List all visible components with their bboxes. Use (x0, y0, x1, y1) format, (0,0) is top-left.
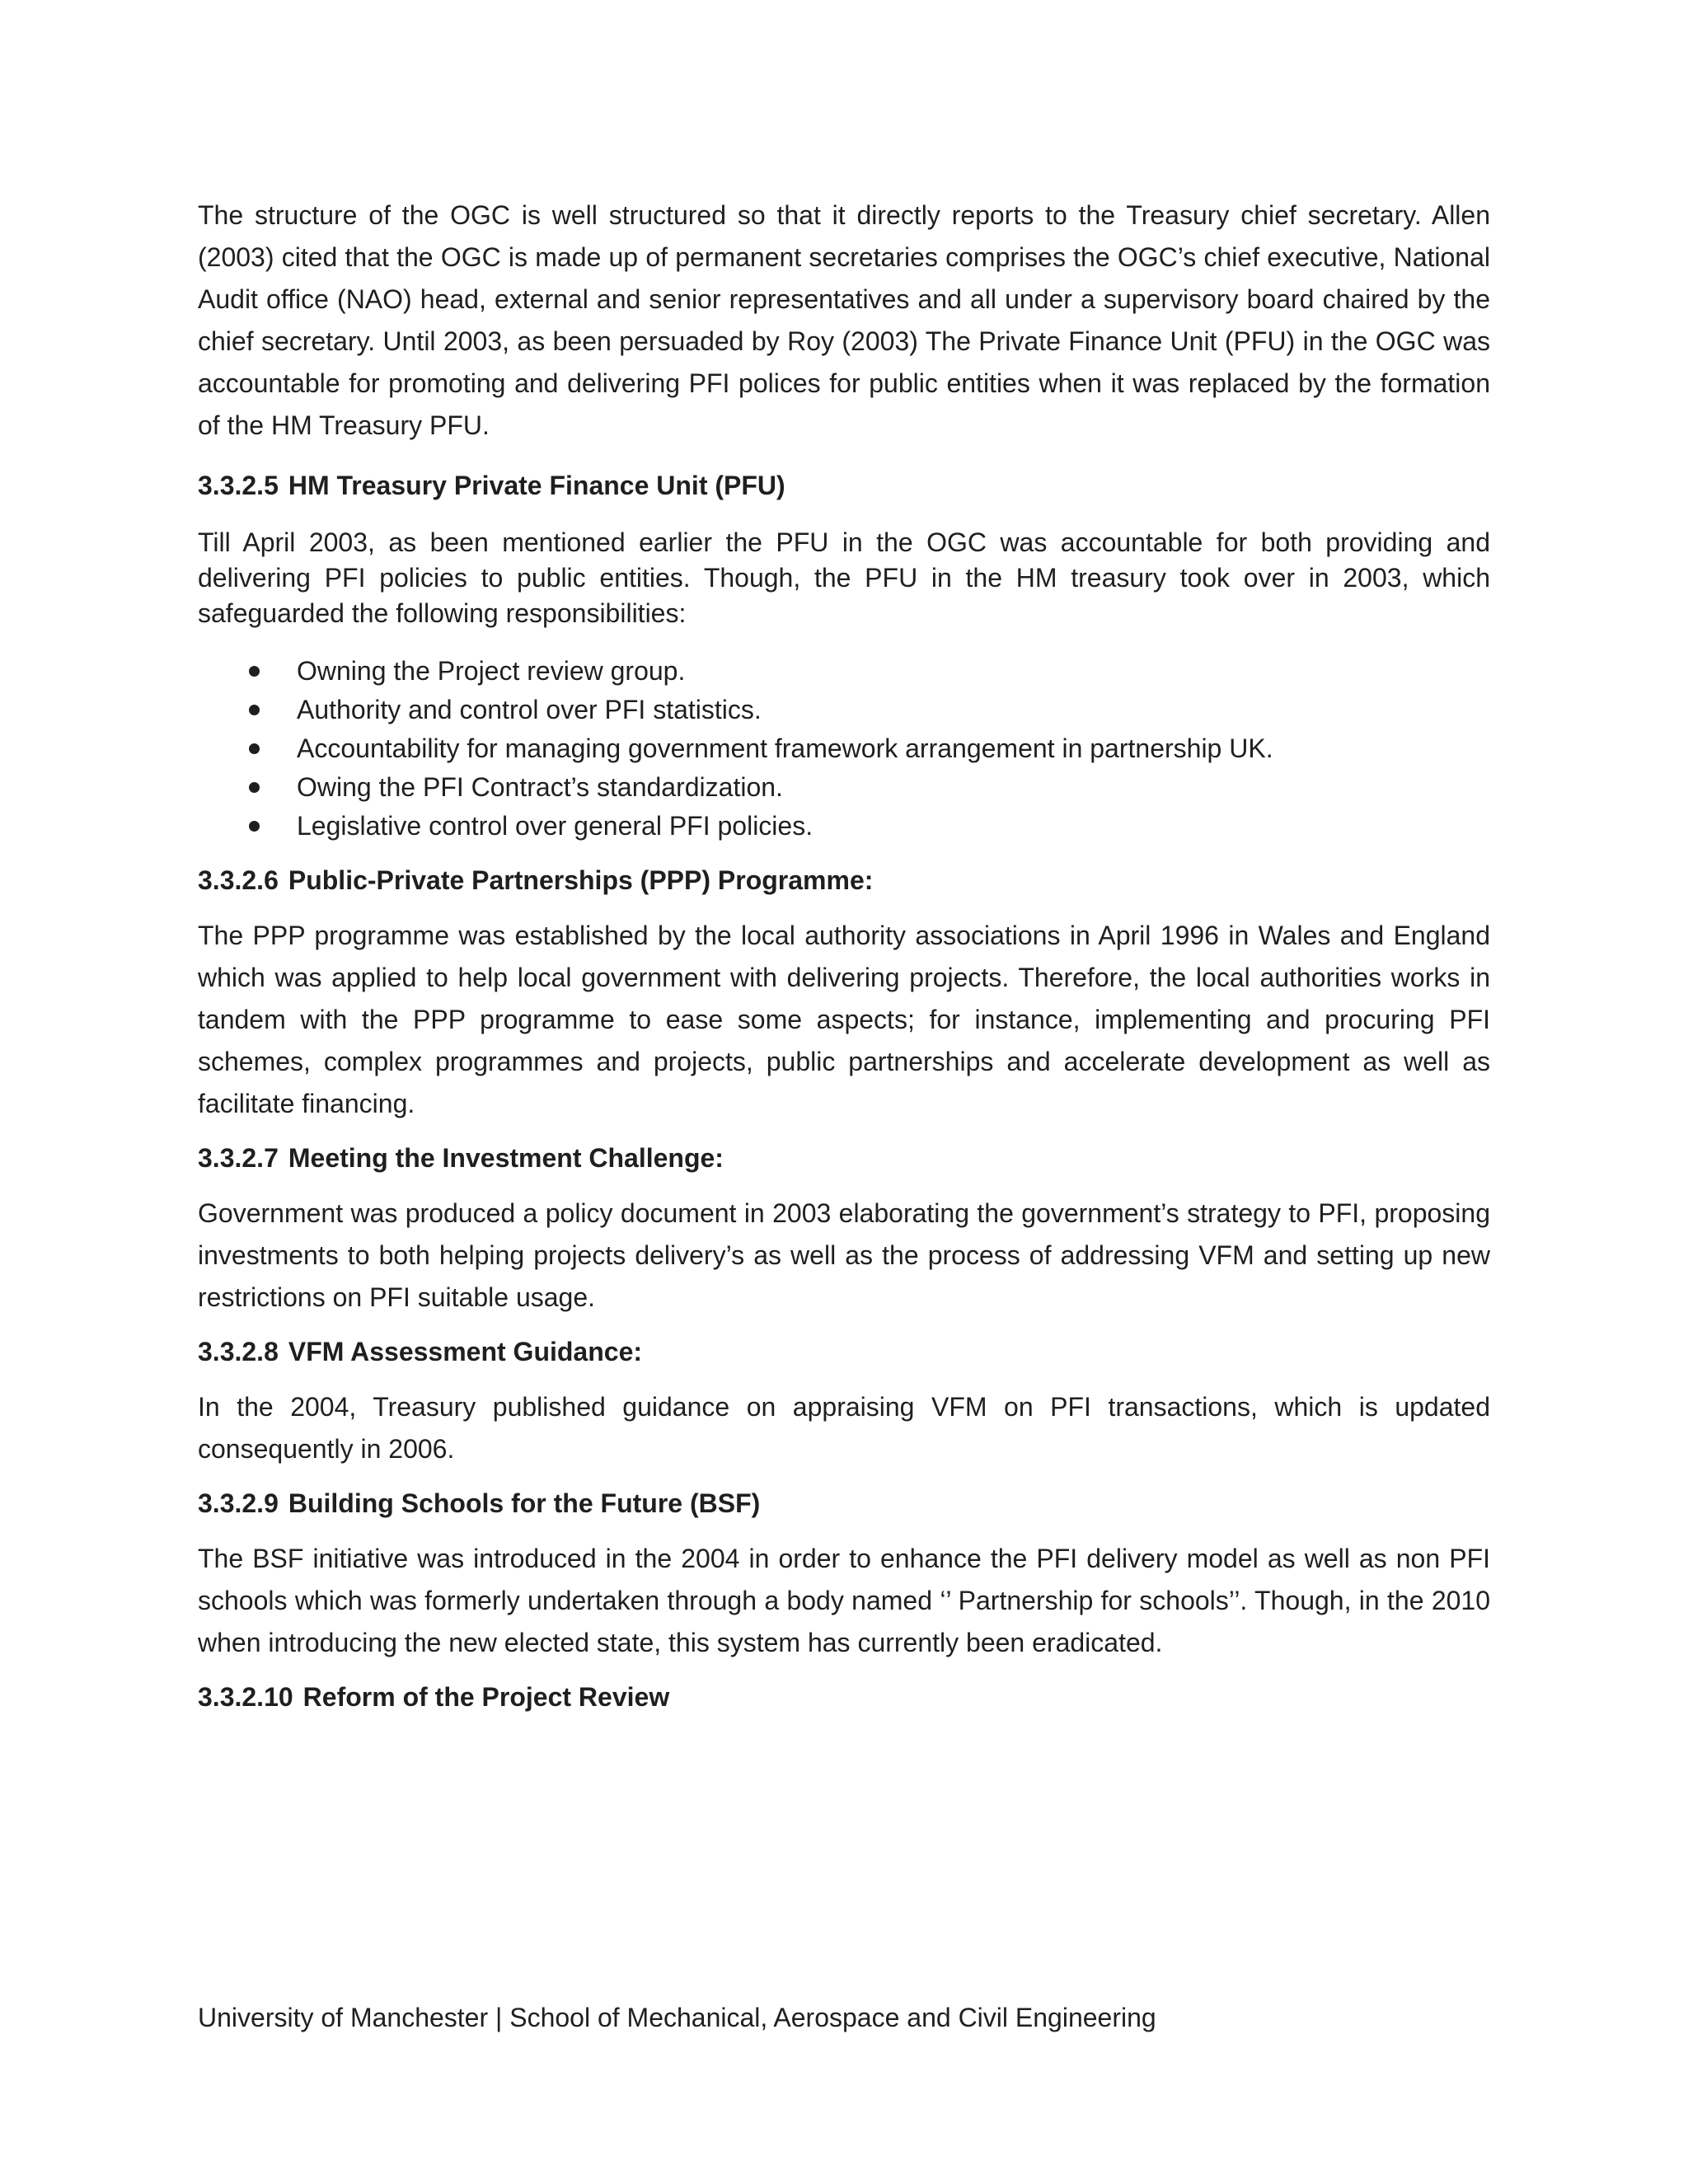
page-footer: University of Manchester | School of Mechanical, Aerospace and Civil Engineering (198, 2003, 1156, 2032)
section-heading-3-3-2-5 (198, 469, 1490, 502)
bullet-icon (249, 821, 260, 832)
section-number: 3.3.2.7 (198, 1143, 279, 1173)
section-number: 3.3.2.5 (198, 471, 279, 500)
bullet-icon (249, 705, 260, 715)
list-item: Accountability for managing government framework arrangement in partnership UK. (198, 729, 1490, 768)
list-item: Owing the PFI Contract’s standardization. (198, 768, 1490, 807)
section-title: Public-Private Partnerships (PPP) Programme: (288, 865, 874, 895)
section-number: 3.3.2.9 (198, 1488, 279, 1518)
list-item: Owning the Project review group. (198, 652, 1490, 691)
section-title: VFM Assessment Guidance: (288, 1337, 643, 1366)
list-item: Authority and control over PFI statistics. (198, 691, 1490, 729)
section-heading-3-3-2-6 (198, 864, 1490, 897)
section-title: Building Schools for the Future (BSF) (288, 1488, 761, 1518)
section-title: Reform of the Project Review (302, 1682, 670, 1712)
section-number: 3.3.2.8 (198, 1337, 279, 1366)
section-heading-3-3-2-9 (198, 1487, 1490, 1520)
bullet-icon (249, 743, 260, 754)
section-paragraph-investment: Government was produced a policy document in 2003 elaborating the government’s strategy to PFI, proposing investments to both helping projects delivery’s as well as the process of addressing VFM and setting up new restrictions on PFI suitable usage. (198, 1198, 1490, 1312)
section-heading-3-3-2-7 (198, 1141, 1490, 1174)
section-number: 3.3.2.6 (198, 865, 279, 895)
section-paragraph-vfm: In the 2004, Treasury published guidance on appraising VFM on PFI transactions, which is updated consequently in 2006. (198, 1392, 1490, 1464)
intro-paragraph: The structure of the OGC is well structured so that it directly reports to the Treasury chief secretary. Allen (2003) cited that the OGC is made up of permanent secretaries comprises the OGC’s chief executive, National Audit office (NAO) head, external and senior representatives and all under a supervisory board chaired by the chief secretary. Until 2003, as been persuaded by Roy (2003) The Private Finance Unit (PFU) in the OGC was accountable for promoting and delivering PFI polices for public entities when it was replaced by the formation of the HM Treasury PFU. (198, 200, 1490, 440)
bullet-icon (249, 666, 260, 677)
section-paragraph-bsf: The BSF initiative was introduced in the 2004 in order to enhance the PFI delivery model as well as non PFI schools which was formerly undertaken through a body named ‘’ Partnership for schools’’. Though, in the 2010 when introducing the new elected state, this system has currently been eradicated. (198, 1544, 1490, 1657)
section-number: 3.3.2.10 (198, 1682, 293, 1712)
section-heading-3-3-2-8 (198, 1335, 1490, 1368)
section-title: Meeting the Investment Challenge: (288, 1143, 724, 1173)
document-page (198, 194, 1490, 1713)
responsibilities-list (198, 652, 1490, 846)
bullet-icon (249, 782, 260, 793)
section-heading-3-3-2-10 (198, 1680, 1490, 1713)
section-paragraph-pfu: Till April 2003, as been mentioned earlier the PFU in the OGC was accountable for both providing and delivering PFI policies to public entities. Though, the PFU in the HM treasury took over in 2003, which safeguarded the following responsibilities: (198, 527, 1490, 628)
section-paragraph-ppp: The PPP programme was established by the local authority associations in April 1996 in Wales and England which was applied to help local government with delivering projects. Therefore, the local authorities works in tandem with the PPP programme to ease some aspects; for instance, implementing and procuring PFI schemes, complex programmes and projects, public partnerships and accelerate development as well as facilitate financing. (198, 921, 1490, 1118)
list-item: Legislative control over general PFI policies. (198, 807, 1490, 846)
section-title: HM Treasury Private Finance Unit (PFU) (288, 471, 785, 500)
